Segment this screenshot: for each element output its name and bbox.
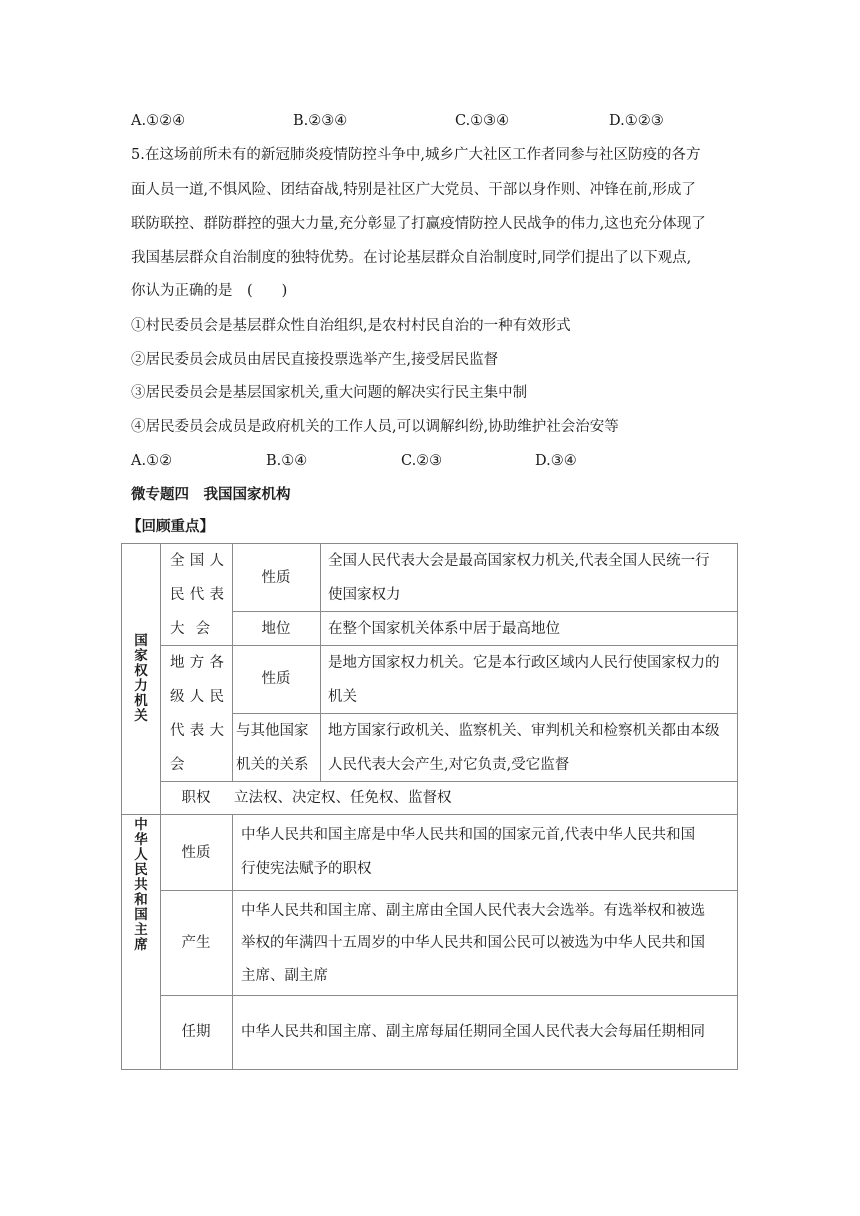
npc-name-line: 民代表 xyxy=(170,587,224,603)
section-title: 微专题四 我国国家机构 xyxy=(131,487,291,503)
q5-stem-line: 面人员一道,不惧风险、团结奋战,特别是社区广大党员、干部以身作则、冲锋在前,形成了 xyxy=(131,182,696,198)
q5-option-b: B.①④ xyxy=(266,453,308,469)
table-divider xyxy=(232,814,233,1070)
president-term-label: 任期 xyxy=(181,1024,211,1040)
president-nature-label: 性质 xyxy=(181,845,211,861)
q5-stem-line: 我国基层群众自治制度的独特优势。在讨论基层群众自治制度时,同学们提出了以下观点, xyxy=(131,250,692,266)
group-label-president: 中华人民共和国主席 xyxy=(134,817,148,953)
npc-nature-text: 使国家权力 xyxy=(328,587,401,603)
powers-text: 立法权、决定权、任免权、监督权 xyxy=(234,790,452,806)
table-border xyxy=(121,543,122,1070)
npc-nature-text: 全国人民代表大会是最高国家权力机关,代表全国人民统一行 xyxy=(328,553,710,569)
president-origin-text: 举权的年满四十五周岁的中华人民共和国公民可以被选为中华人民共和国 xyxy=(241,935,705,951)
q5-statement: ③居民委员会是基层国家机关,重大问题的解决实行民主集中制 xyxy=(131,385,528,401)
q5-stem-line: 你认为正确的是 ( ) xyxy=(131,283,288,299)
local-nature-text: 机关 xyxy=(328,689,357,705)
q5-statement: ①村民委员会是基层群众性自治组织,是农村村民自治的一种有效形式 xyxy=(131,318,571,334)
president-term-text: 中华人民共和国主席、副主席每届任期同全国人民代表大会每届任期相同 xyxy=(241,1024,705,1040)
powers-label: 职权 xyxy=(181,790,211,806)
q5-option-a: A.①② xyxy=(131,453,173,469)
q5-option-c: C.②③ xyxy=(401,453,443,469)
table-divider xyxy=(160,995,738,996)
npc-name-line: 全国人 xyxy=(170,553,224,569)
local-congress-name-line: 会 xyxy=(170,757,185,773)
president-nature-text: 中华人民共和国主席是中华人民共和国的国家元首,代表中华人民共和国 xyxy=(241,827,696,843)
q4-option-d: D.①②③ xyxy=(609,113,664,129)
president-origin-text: 中华人民共和国主席、副主席由全国人民代表大会选举。有选举权和被选 xyxy=(241,903,705,919)
q4-option-b: B.②③④ xyxy=(293,113,348,129)
q4-option-a: A.①②④ xyxy=(131,113,186,129)
npc-status-label: 地位 xyxy=(261,621,291,637)
president-origin-label: 产生 xyxy=(181,935,211,951)
local-relation-text: 人民代表大会产生,对它负责,受它监督 xyxy=(328,757,570,773)
local-congress-name-line: 地方各 xyxy=(170,655,224,671)
local-relation-label: 与其他国家 xyxy=(236,723,309,739)
q5-statement: ④居民委员会成员是政府机关的工作人员,可以调解纠纷,协助维护社会治安等 xyxy=(131,419,619,435)
president-nature-text: 行使宪法赋予的职权 xyxy=(241,861,372,877)
table-divider xyxy=(160,543,161,814)
local-relation-text: 地方国家行政机关、监察机关、审判机关和检察机关都由本级 xyxy=(328,723,720,739)
q5-stem-line: 联防联控、群防群控的强大力量,充分彰显了打赢疫情防控人民战争的伟力,这也充分体现了 xyxy=(131,216,706,232)
npc-nature-label: 性质 xyxy=(261,570,291,586)
president-origin-text: 主席、副主席 xyxy=(241,968,328,984)
table-border xyxy=(737,543,738,1070)
q5-option-d: D.③④ xyxy=(535,453,577,469)
q5-stem-line: 5.在这场前所未有的新冠肺炎疫情防控斗争中,城乡广大社区工作者同参与社区防疫的各方 xyxy=(131,147,701,163)
npc-name-line: 大会 xyxy=(170,621,210,637)
local-congress-name-line: 代表大 xyxy=(170,723,224,739)
local-relation-label: 机关的关系 xyxy=(236,757,309,773)
npc-status-text: 在整个国家机关体系中居于最高地位 xyxy=(328,621,560,637)
local-congress-name-line: 级人民 xyxy=(170,689,224,705)
q4-option-c: C.①③④ xyxy=(455,113,510,129)
q5-statement: ②居民委员会成员由居民直接投票选举产生,接受居民监督 xyxy=(131,352,499,368)
table-divider xyxy=(160,890,738,891)
table-border xyxy=(121,1069,738,1070)
local-nature-text: 是地方国家权力机关。它是本行政区域内人民行使国家权力的 xyxy=(328,655,720,671)
section-subtitle: 【回顾重点】 xyxy=(127,519,214,535)
group-label-power-organs: 国家权力机关 xyxy=(134,633,148,724)
table-divider xyxy=(320,543,321,781)
local-nature-label: 性质 xyxy=(261,671,291,687)
